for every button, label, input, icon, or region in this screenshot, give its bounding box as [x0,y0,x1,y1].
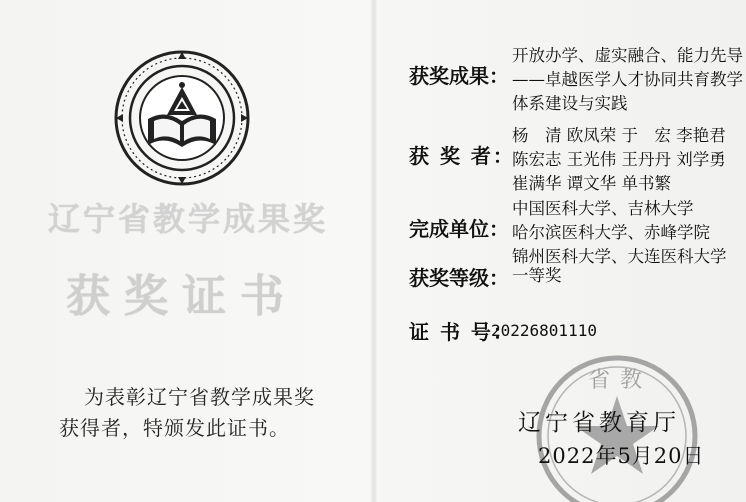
winners-line-2: 陈宏志 王光伟 王丹丹 刘学勇 [512,150,726,169]
education-emblem-icon [113,49,251,187]
units-line-1: 中国医科大学、吉林大学 [512,199,694,218]
units-label: 完成单位： [409,217,509,241]
dedication-line-1: 为表彰辽宁省教学成果奖 [84,385,315,409]
winners-label: 获 奖 者： [409,144,515,168]
dedication-line-2: 获得者，特颁发此证书。 [59,416,290,440]
winners-line-3: 崔满华 谭文华 单书繁 [512,174,671,193]
issue-date: 2022年5月20日 [538,444,705,468]
achievement-label: 获奖成果： [409,64,509,88]
grade-label: 获奖等级： [409,266,509,290]
seal-text: 省教 [588,368,653,393]
issuer: 辽宁省教育厅 [518,410,680,436]
achievement-line-2: ——卓越医学人才协同共育教学 [512,70,743,89]
achievement-line-3: 体系建设与实践 [512,94,628,113]
grade-value: 一等奖 [512,266,562,285]
units-line-2: 哈尔滨医科大学、赤峰学院 [512,223,710,242]
winners-line-1: 杨 清 欧凤荣 于 宏 李艳君 [512,126,726,145]
page-fold [371,0,377,502]
certificate-title: 辽宁省教学成果奖 [48,200,329,238]
units-line-3: 锦州医科大学、大连医科大学 [512,247,727,266]
certificate-subtitle: 获奖证书 [66,271,298,322]
certificate-number-label: 证 书 号： [409,320,515,344]
achievement-line-1: 开放办学、虚实融合、能力先导 [512,46,743,65]
certificate-number-value: 20226801110 [491,321,597,340]
